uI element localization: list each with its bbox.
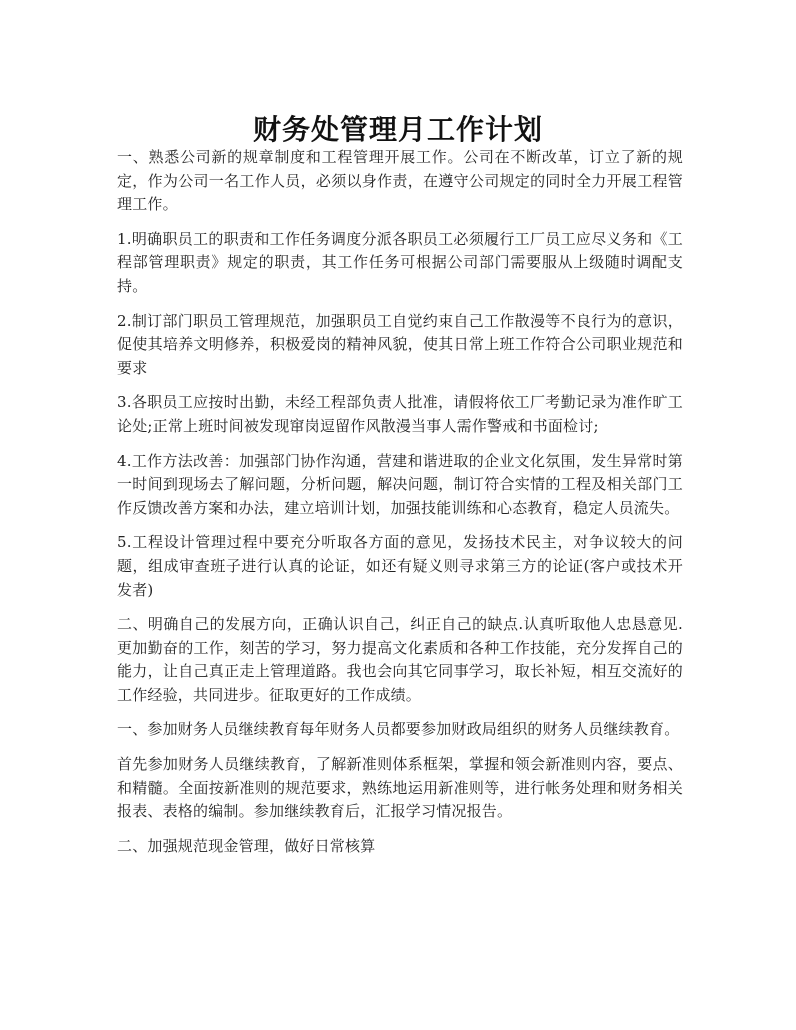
paragraph-finance-section-2: 二、加强规范现金管理，做好日常核算	[117, 836, 376, 855]
paragraph-item-5: 5.工程设计管理过程中要充分听取各方面的意见，发扬技术民主，对争议较大的问题，组成审查班子进行认真的论证，如还有疑义则寻求第三方的论证(客户或技术开发者)	[117, 533, 683, 599]
document-title: 财务处管理月工作计划	[252, 112, 543, 146]
paragraph-finance-education: 首先参加财务人员继续教育，了解新准则体系框架，掌握和领会新准则内容，要点、和精髓。全面按新准则的规范要求，熟练地运用新准则等，进行帐务处理和财务相关报表、表格的编制。参加继续教育后，汇报学习情况报告。	[117, 755, 683, 821]
paragraph-item-2: 2.制订部门职员工管理规范，加强职员工自觉约束自己工作散漫等不良行为的意识，促使其培养文明修养，积极爱岗的精神风貌，使其日常上班工作符合公司职业规范和要求	[117, 311, 683, 377]
paragraph-item-1: 1.明确职员工的职责和工作任务调度分派各职员工必须履行工厂员工应尽义务和《工程部管理职责》规定的职责，其工作任务可根据公司部门需要服从上级随时调配支持。	[117, 229, 683, 295]
paragraph-section-2-development: 二、明确自己的发展方向，正确认识自己，纠正自己的缺点.认真听取他人忠恳意见.更加勤奋的工作，刻苦的学习，努力提高文化素质和各种工作技能，充分发挥自己的能力，让自己真正走上管理道路。我也会向其它同事学习，取长补短，相互交流好的工作经验，共同进步。征取更好的工作成绩。	[117, 615, 683, 704]
paragraph-finance-section-1: 一、参加财务人员继续教育每年财务人员都要参加财政局组织的财务人员继续教育。	[117, 720, 680, 739]
paragraph-section-1-intro: 一、熟悉公司新的规章制度和工程管理开展工作。公司在不断改革，订立了新的规定，作为公司一名工作人员，必须以身作责，在遵守公司规定的同时全力开展工程管理工作。	[117, 148, 683, 214]
paragraph-item-3: 3.各职员工应按时出勤，未经工程部负责人批准，请假将依工厂考勤记录为准作旷工论处;正常上班时间被发现窜岗逗留作风散漫当事人需作警戒和书面检讨;	[117, 393, 683, 435]
paragraph-item-4: 4.工作方法改善：加强部门协作沟通，营建和谐进取的企业文化氛围，发生异常时第一时间到现场去了解问题，分析问题，解决问题，制订符合实情的工程及相关部门工作反馈改善方案和办法，建立培训计划，加强技能训练和心态教育，稳定人员流失。	[117, 451, 683, 517]
document-body	[117, 146, 683, 869]
